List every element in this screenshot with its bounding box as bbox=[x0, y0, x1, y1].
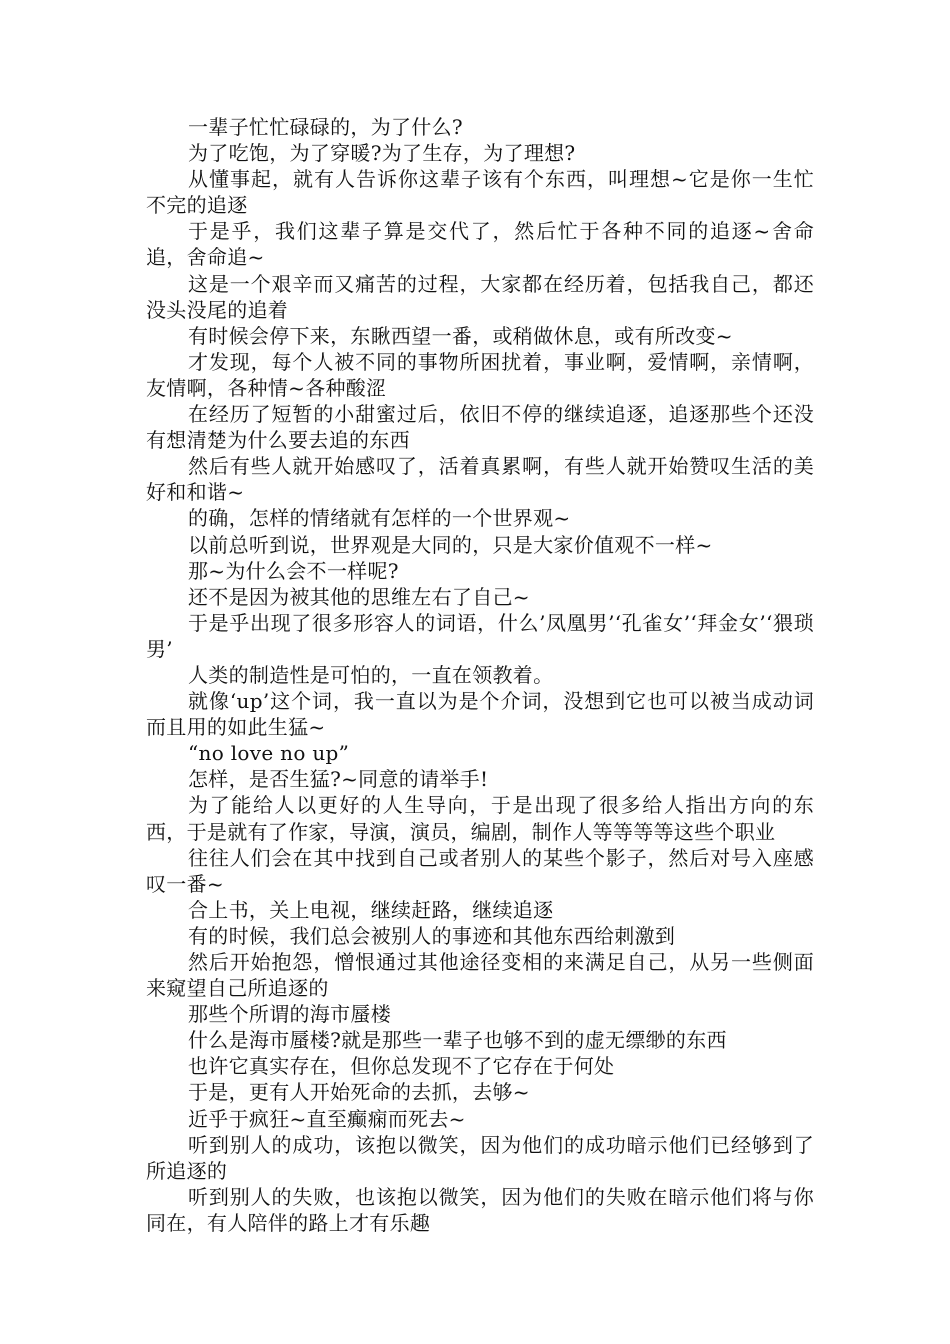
paragraph-23: 然后开始抱怨，憎恨通过其他途径变相的来满足自己，从另一些侧面来窥望自己所追逐的 bbox=[146, 950, 814, 1001]
document-body bbox=[146, 114, 814, 1236]
paragraph-10: 的确，怎样的情绪就有怎样的一个世界观~ bbox=[188, 506, 571, 531]
paragraph-30: 听到别人的失败，也该抱以微笑，因为他们的失败在暗示他们将与你同在，有人陪伴的路上才有乐趣 bbox=[146, 1184, 814, 1235]
paragraph-9: 然后有些人就开始感叹了，活着真累啊，有些人就开始赞叹生活的美好和和谐~ bbox=[146, 454, 814, 505]
paragraph-21: 合上书，关上电视，继续赶路，继续追逐 bbox=[188, 897, 554, 922]
paragraph-1: 一辈子忙忙碌碌的，为了什么? bbox=[188, 115, 463, 139]
paragraph-16: 就像‘up’这个词，我一直以为是个介词，没想到它也可以被当成动词而且用的如此生猛~ bbox=[146, 689, 814, 740]
paragraph-29: 听到别人的成功，该抱以微笑，因为他们的成功暗示他们已经够到了所追逐的 bbox=[146, 1132, 814, 1183]
paragraph-12: 那~为什么会不一样呢? bbox=[188, 558, 399, 583]
paragraph-25: 什么是海市蜃楼?就是那些一辈子也够不到的虚无缥缈的东西 bbox=[188, 1028, 727, 1053]
paragraph-8: 在经历了短暂的小甜蜜过后，依旧不停的继续追逐，追逐那些个还没有想清楚为什么要去追的东西 bbox=[146, 402, 814, 453]
paragraph-28: 近乎于疯狂~直至癫痫而死去~ bbox=[188, 1106, 466, 1131]
paragraph-2: 为了吃饱，为了穿暖?为了生存，为了理想? bbox=[188, 141, 576, 166]
paragraph-7: 才发现，每个人被不同的事物所困扰着，事业啊，爱情啊，亲情啊，友情啊，各种情~各种酸涩 bbox=[146, 349, 814, 400]
paragraph-14: 于是乎出现了很多形容人的词语，什么’凤凰男’‘孔雀女’‘拜金女’‘猥琐男’ bbox=[146, 610, 814, 661]
paragraph-3: 从懂事起，就有人告诉你这辈子该有个东西，叫理想~它是你一生忙不完的追逐 bbox=[146, 167, 814, 218]
paragraph-26: 也许它真实存在，但你总发现不了它存在于何处 bbox=[188, 1054, 615, 1079]
paragraph-6: 有时候会停下来，东瞅西望一番，或稍做休息，或有所改变~ bbox=[188, 323, 733, 348]
paragraph-5: 这是一个艰辛而又痛苦的过程，大家都在经历着，包括我自己，都还没头没尾的追着 bbox=[146, 271, 814, 322]
paragraph-27: 于是，更有人开始死命的去抓，去够~ bbox=[188, 1080, 530, 1105]
paragraph-13: 还不是因为被其他的思维左右了自己~ bbox=[188, 584, 530, 609]
paragraph-17: “no love no up” bbox=[188, 741, 350, 766]
paragraph-19: 为了能给人以更好的人生导向，于是出现了很多给人指出方向的东西，于是就有了作家，导演，演员，编剧，制作人等等等等这些个职业 bbox=[146, 793, 814, 844]
paragraph-11: 以前总听到说，世界观是大同的，只是大家价值观不一样~ bbox=[188, 532, 713, 557]
paragraph-24: 那些个所谓的海市蜃楼 bbox=[188, 1002, 391, 1027]
paragraph-18: 怎样，是否生猛?~同意的请举手! bbox=[188, 767, 489, 792]
paragraph-15: 人类的制造性是可怕的，一直在领教着。 bbox=[188, 662, 554, 687]
paragraph-4: 于是乎，我们这辈子算是交代了，然后忙于各种不同的追逐~舍命追，舍命追~ bbox=[146, 219, 814, 270]
paragraph-20: 往往人们会在其中找到自己或者别人的某些个影子，然后对号入座感叹一番~ bbox=[146, 845, 814, 896]
paragraph-22: 有的时候，我们总会被别人的事迹和其他东西给刺激到 bbox=[188, 923, 676, 948]
